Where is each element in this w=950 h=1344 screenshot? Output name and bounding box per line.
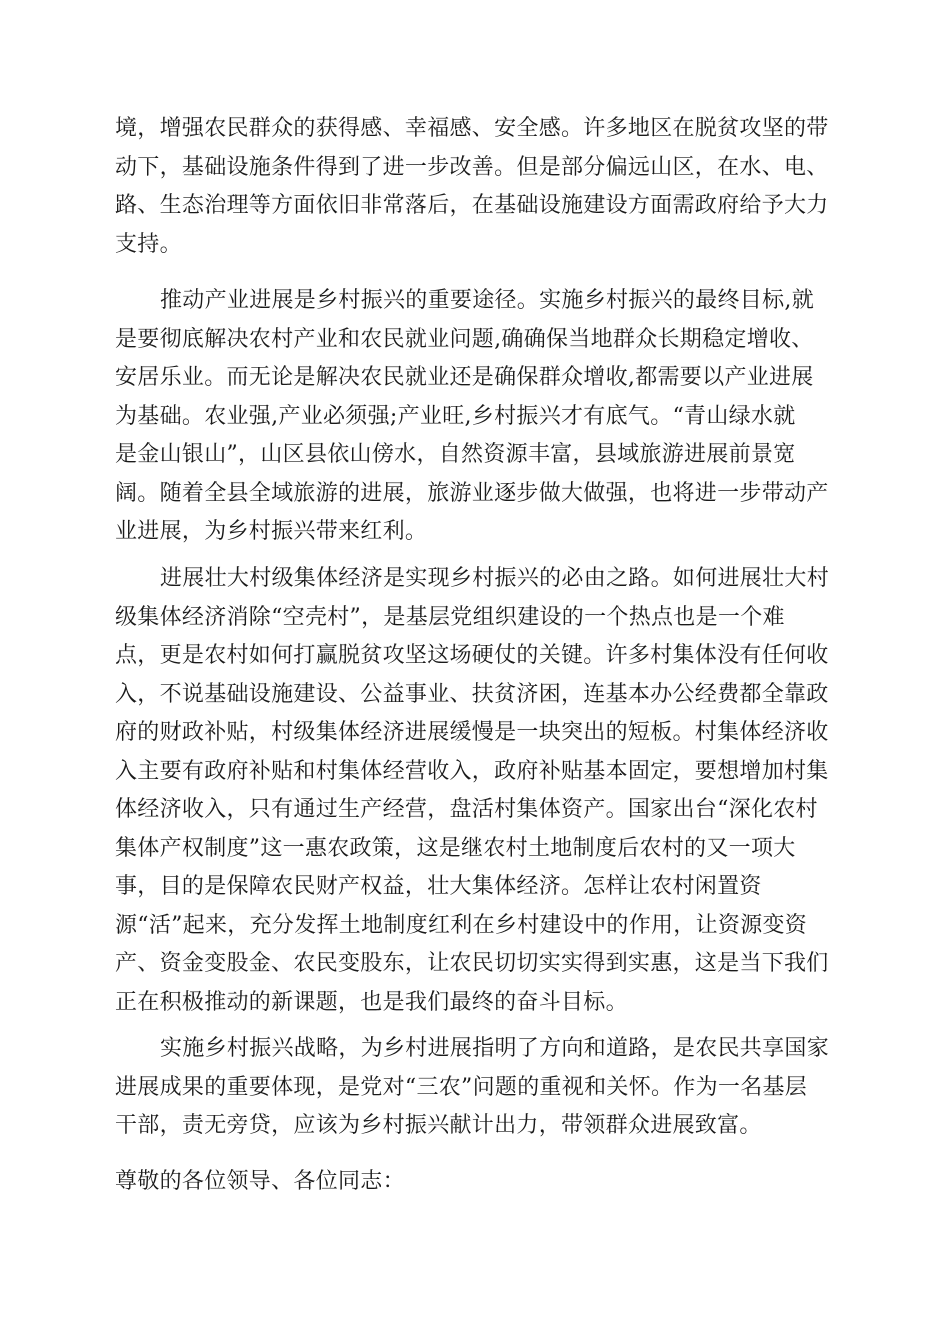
text-line: 为基础。农业强,产业必须强;产业旺,乡村振兴才有底气。“青山绿水就 xyxy=(115,403,796,429)
text-line: 府的财政补贴，村级集体经济进展缓慢是一块突出的短板。村集体经济收 xyxy=(115,720,829,745)
text-line: 级集体经济消除“空壳村”，是基层党组织建设的一个热点也是一个难 xyxy=(115,604,785,630)
text-line: 是金山银山”，山区县依山傍水，自然资源丰富，县域旅游进展前景宽 xyxy=(115,442,796,467)
text-line: 体经济收入，只有通过生产经营，盘活村集体资产。国家出台“深化农村 xyxy=(115,797,818,822)
text-line: 进展壮大村级集体经济是实现乡村振兴的必由之路。如何进展壮大村 xyxy=(160,566,830,591)
text-line: 尊敬的各位领导、各位同志： xyxy=(115,1169,405,1194)
text-line: 点，更是农村如何打赢脱贫攻坚这场硬仗的关键。许多村集体没有任何收 xyxy=(115,643,829,668)
text-line: 业进展，为乡村振兴带来红利。 xyxy=(115,519,428,544)
text-line: 入主要有政府补贴和村集体经营收入，政府补贴基本固定，要想增加村集 xyxy=(115,758,829,784)
paragraph-salutation xyxy=(115,1163,840,1202)
text-line: 是要彻底解决农村产业和农民就业问题,确确保当地群众长期稳定增收、 xyxy=(115,326,814,352)
text-line: 产、资金变股金、农民变股东，让农民切切实实得到实惠，这是当下我们 xyxy=(115,951,829,976)
text-line: 支持。 xyxy=(115,231,182,257)
text-line: 入，不说基础设施建设、公益事业、扶贫济困，连基本办公经费都全靠政 xyxy=(115,681,829,707)
text-line: 安居乐业。而无论是解决农民就业还是确保群众增收,都需要以产业进展 xyxy=(115,365,814,390)
text-line: 集体产权制度”这一惠农政策，这是继农村土地制度后农村的又一项大 xyxy=(115,835,796,861)
text-line: 推动产业进展是乡村振兴的重要途径。实施乡村振兴的最终目标,就 xyxy=(160,288,814,313)
text-line: 正在积极推动的新课题，也是我们最终的奋斗目标。 xyxy=(115,989,628,1015)
text-line: 路、生态治理等方面依旧非常落后，在基础设施建设方面需政府给予大力 xyxy=(115,193,829,218)
paragraph-industry xyxy=(115,282,840,552)
text-line: 动下，基础设施条件得到了进一步改善。但是部分偏远山区，在水、电、 xyxy=(115,154,829,180)
paragraph-infrastructure xyxy=(115,110,840,264)
paragraph-collective-economy xyxy=(115,560,840,1022)
text-line: 事，目的是保障农民财产权益，壮大集体经济。怎样让农村闲置资 xyxy=(115,874,762,899)
text-line: 实施乡村振兴战略，为乡村进展指明了方向和道路，是农民共享国家 xyxy=(160,1036,830,1061)
text-line: 境，增强农民群众的获得感、幸福感、安全感。许多地区在脱贫攻坚的带 xyxy=(115,116,829,141)
text-line: 干部，责无旁贷，应该为乡村振兴献计出力，带领群众进展致富。 xyxy=(115,1113,762,1138)
text-line: 阔。随着全县全域旅游的进展，旅游业逐步做大做强，也将进一步带动产 xyxy=(115,480,829,506)
text-line: 源“活”起来，充分发挥土地制度红利在乡村建设中的作用，让资源变资 xyxy=(115,912,808,938)
text-line: 进展成果的重要体现，是党对“三农”问题的重视和关怀。作为一名基层 xyxy=(115,1074,808,1100)
paragraph-strategy xyxy=(115,1030,840,1146)
